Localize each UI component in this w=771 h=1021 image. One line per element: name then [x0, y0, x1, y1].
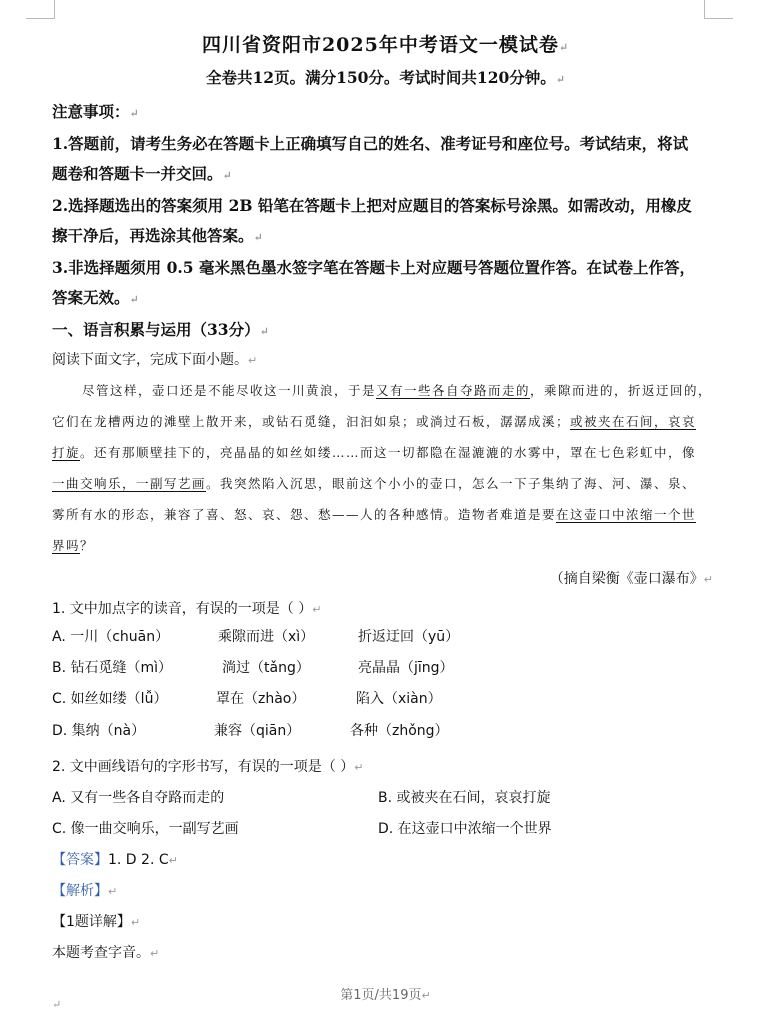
- q1-option-a: 乘隙而进（xì）: [218, 629, 315, 645]
- q1-option-b: 淌过（tǎng）: [222, 660, 310, 676]
- passage-line: 界吗？: [52, 538, 95, 553]
- detail-text: 本题考查字音。↵: [52, 945, 160, 961]
- q1-option-d: 各种（zhǒng）: [350, 723, 449, 739]
- analysis-label: 【解析】↵: [52, 883, 118, 899]
- q1-option-d: D. 集纳（nà）: [52, 723, 146, 739]
- q2-option-d: D. 在这壶口中浓缩一个世界: [378, 821, 552, 837]
- q1-option-a: A. 一川（chuān）: [52, 629, 170, 645]
- q2-option-a: A. 又有一些各自夺路而走的: [52, 790, 225, 806]
- passage-source: （摘自梁衡《壶口瀑布》↵: [549, 571, 713, 587]
- q1-option-a: 折返迂回（yū）: [358, 629, 460, 645]
- q1-option-c: 罩在（zhào）: [216, 691, 306, 707]
- question-2-stem: 2. 文中画线语句的字形书写，有误的一项是（ ）↵: [52, 759, 364, 775]
- exam-info: 全卷共12页。满分150分。考试时间共120分钟。↵: [206, 68, 565, 87]
- passage-line: 一曲交响乐，一副写艺画。我突然陷入沉思，眼前这个小小的壶口，怎么一下子集纳了海、河、瀑、泉、: [52, 476, 697, 491]
- passage-line: 雾所有水的形态，兼容了喜、怒、哀、怨、愁——人的各种感情。造物者难道是要在这壶口中浓缩一个世: [52, 507, 697, 522]
- crop-mark-top-left: [26, 0, 55, 19]
- notice-heading: 注意事项：↵: [52, 102, 139, 121]
- page-title: 四川省资阳市2025年中考语文一模试卷↵: [201, 34, 570, 56]
- q1-option-d: 兼容（qiān）: [214, 723, 301, 739]
- detail-label: 【1题详解】↵: [52, 914, 141, 930]
- passage-line: 尽管这样，壶口还是不能尽收这一川黄浪，于是又有一些各自夺路而走的，乘隙而进的，折返迂回的，: [82, 383, 713, 398]
- passage-line: 它们在龙槽两边的滩壁上散开来，或钻石觅缝，汩汩如泉；或淌过石板，潺潺成溪；或被夹在石间，哀哀: [52, 414, 697, 429]
- answer-line: 【答案】1. D 2. C↵: [52, 852, 178, 868]
- question-1-stem: 1. 文中加点字的读音，有误的一项是（ ）↵: [52, 601, 322, 617]
- q1-option-c: 陷入（xiàn）: [356, 691, 442, 707]
- q1-option-c: C. 如丝如缕（lǚ）: [52, 691, 168, 707]
- page-footer: 第1页/共19页↵: [340, 988, 431, 1003]
- q1-option-b: B. 钻石觅缝（mì）: [52, 660, 173, 676]
- reading-instruction: 阅读下面文字，完成下面小题。↵: [52, 352, 258, 368]
- notice-item: 擦干净后，再选涂其他答案。↵: [52, 226, 263, 245]
- q1-option-b: 亮晶晶（jīng）: [358, 660, 454, 676]
- q2-option-c: C. 像一曲交响乐，一副写艺画: [52, 821, 239, 837]
- notice-item: 1.答题前，请考生务必在答题卡上正确填写自己的姓名、准考证号和座位号。考试结束，将试: [52, 134, 689, 153]
- section-heading: 一、语言积累与运用（33分）↵: [52, 320, 269, 339]
- paragraph-mark: ↵: [52, 998, 62, 1011]
- q2-option-b: B. 或被夹在石间，哀哀打旋: [378, 790, 551, 806]
- notice-item: 3.非选择题须用 0.5 毫米黑色墨水签字笔在答题卡上对应题号答题位置作答。在试卷上作答，: [52, 258, 695, 277]
- notice-item: 答案无效。↵: [52, 288, 139, 307]
- crop-mark-top-right: [704, 0, 733, 19]
- notice-item: 题卷和答题卡一并交回。↵: [52, 164, 232, 183]
- notice-item: 2.选择题选出的答案须用 2B 铅笔在答题卡上把对应题目的答案标号涂黑。如需改动，用橡皮: [52, 196, 692, 215]
- passage-line: 打旋。还有那顺壁挂下的，亮晶晶的如丝如缕……而这一切都隐在湿漉漉的水雾中，罩在七色彩虹中，像: [52, 445, 697, 460]
